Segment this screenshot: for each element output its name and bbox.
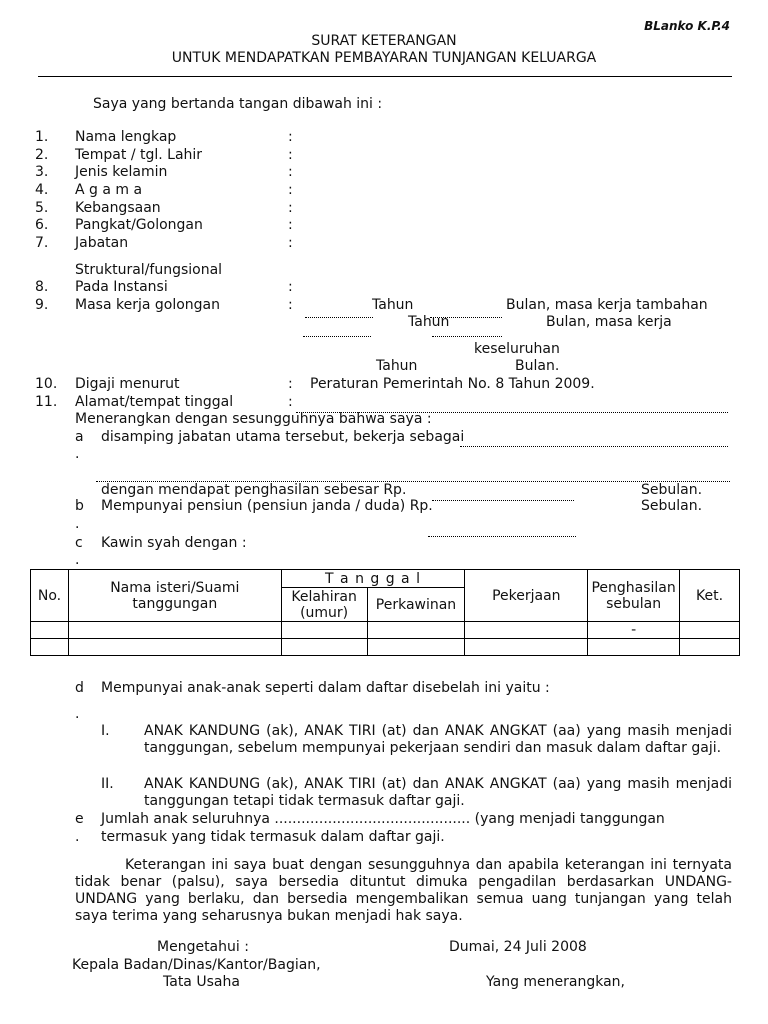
tahun-label: Tahun xyxy=(408,314,450,330)
item-b-text: Mempunyai pensiun (pensiun janda / duda) Rp. xyxy=(101,498,433,514)
bulan-label: Bulan. xyxy=(515,358,560,374)
table-row xyxy=(31,622,740,639)
item-letter: b xyxy=(75,498,84,514)
field-colon: : xyxy=(288,182,293,198)
field-colon: : xyxy=(288,129,293,145)
intro-text: Saya yang bertanda tangan dibawah ini : xyxy=(93,96,383,112)
field-number: 9. xyxy=(35,297,49,313)
table-row xyxy=(31,639,740,656)
list-number: II. xyxy=(101,776,114,792)
field-number: 2. xyxy=(35,147,49,163)
col-no: No. xyxy=(31,570,69,622)
col-perkawinan: Perkawinan xyxy=(367,588,465,622)
field-label: Jenis kelamin xyxy=(75,164,168,180)
field-number: 7. xyxy=(35,235,49,251)
bulan-label: Bulan, masa kerja xyxy=(546,314,672,330)
field-colon: : xyxy=(288,200,293,216)
sebulan-text: Sebulan. xyxy=(641,498,703,514)
item-e-text-2: termasuk yang tidak termasuk dalam daftar gaji. xyxy=(101,829,445,845)
tahun-label: Tahun xyxy=(372,297,414,313)
item-e-text: Jumlah anak seluruhnya ............................................ (yang menjadi tanggungan xyxy=(101,811,665,827)
fill-line xyxy=(432,336,502,337)
field-number: 6. xyxy=(35,217,49,233)
field-colon: : xyxy=(288,279,293,295)
penghasilan-text: dengan mendapat penghasilan sebesar Rp. xyxy=(101,482,407,498)
item-d-text: Mempunyai anak-anak seperti dalam daftar disebelah ini yaitu : xyxy=(101,680,550,696)
yang-menerangkan-label: Yang menerangkan, xyxy=(486,974,626,990)
closing-paragraph: Keterangan ini saya buat dengan sesungguhnya dan apabila keterangan ini ternyata tidak benar (palsu), saya bersedia dituntut dimuka pengadilan berdasarkan UNDANG-UNDANG yang berlaku, dan bersedia mengembalikan semua uang tunjangan yang telah saya terima yang seharusnya bukan menjadi hak saya. xyxy=(75,857,732,924)
col-nama: Nama isteri/Suami tanggungan xyxy=(68,570,281,622)
list-number: I. xyxy=(101,723,110,739)
field-number: 1. xyxy=(35,129,49,145)
title-divider xyxy=(38,76,732,77)
item-dot: . xyxy=(75,552,80,568)
col-penghasilan: Penghasilan sebulan xyxy=(588,570,680,622)
item-dot: . xyxy=(75,516,80,532)
field-label-instansi: Pada Instansi xyxy=(75,279,168,295)
tahun-label: Tahun xyxy=(376,358,418,374)
item-dot: . xyxy=(75,706,80,722)
spouse-table xyxy=(30,569,740,656)
field-number: 11. xyxy=(35,394,58,410)
fill-line xyxy=(428,536,576,537)
list-item-i: ANAK KANDUNG (ak), ANAK TIRI (at) dan ANAK ANGKAT (aa) yang masih menjadi tanggungan, sebelum mempunyai pekerjaan sendiri dan masuk dalam daftar gaji. xyxy=(144,723,732,756)
field-label: Tempat / tgl. Lahir xyxy=(75,147,203,163)
field-number: 4. xyxy=(35,182,49,198)
field-colon: : xyxy=(288,235,293,251)
field-number: 10. xyxy=(35,376,58,392)
item-letter: e xyxy=(75,811,84,827)
field-colon: : xyxy=(288,376,293,392)
field-label: A g a m a xyxy=(75,182,143,198)
kepala-label: Kepala Badan/Dinas/Kantor/Bagian, xyxy=(72,957,321,973)
document-title: SURAT KETERANGAN xyxy=(311,33,457,49)
col-pekerjaan: Pekerjaan xyxy=(465,570,588,622)
item-a-text: disamping jabatan utama tersebut, bekerja sebagai xyxy=(101,429,465,445)
field-label: Jabatan xyxy=(75,235,129,251)
item-letter: c xyxy=(75,535,83,551)
field-colon: : xyxy=(288,147,293,163)
field-label-masa-kerja: Masa kerja golongan xyxy=(75,297,220,313)
field-colon: : xyxy=(288,217,293,233)
item-c-text: Kawin syah dengan : xyxy=(101,535,247,551)
place-date: Dumai, 24 Juli 2008 xyxy=(449,939,587,955)
field-colon: : xyxy=(288,394,293,410)
field-number: 5. xyxy=(35,200,49,216)
digaji-value: Peraturan Pemerintah No. 8 Tahun 2009. xyxy=(310,376,595,392)
document-subtitle: UNTUK MENDAPATKAN PEMBAYARAN TUNJANGAN KELUARGA xyxy=(171,50,597,66)
col-tanggal: T a n g g a l xyxy=(281,570,465,588)
struktural-label: Struktural/fungsional xyxy=(75,262,223,278)
item-dot: . xyxy=(75,829,80,845)
field-label: Kebangsaan xyxy=(75,200,161,216)
list-item-ii: ANAK KANDUNG (ak), ANAK TIRI (at) dan ANAK ANGKAT (aa) yang masih menjadi tanggungan tetapi tidak termasuk daftar gaji. xyxy=(144,776,732,809)
keseluruhan-label: keseluruhan xyxy=(474,341,560,357)
mengetahui-label: Mengetahui : xyxy=(157,939,249,955)
col-kelahiran: Kelahiran (umur) xyxy=(281,588,367,622)
field-label: Nama lengkap xyxy=(75,129,177,145)
field-colon: : xyxy=(288,164,293,180)
item-dot: . xyxy=(75,446,80,462)
bulan-label: Bulan, masa kerja tambahan xyxy=(506,297,708,313)
fill-line xyxy=(460,446,728,447)
field-number: 8. xyxy=(35,279,49,295)
item-letter: d xyxy=(75,680,84,696)
fill-line xyxy=(303,336,371,337)
sebulan-text: Sebulan. xyxy=(641,482,703,498)
item-letter: a xyxy=(75,429,84,445)
tata-usaha-label: Tata Usaha xyxy=(163,974,240,990)
fill-line xyxy=(432,500,574,501)
field-label: Pangkat/Golongan xyxy=(75,217,203,233)
field-number: 3. xyxy=(35,164,49,180)
field-colon: : xyxy=(288,297,293,313)
col-ket: Ket. xyxy=(680,570,740,622)
menerangkan-text: Menerangkan dengan sesungguhnya bahwa saya : xyxy=(75,411,432,427)
form-code: BLanko K.P.4 xyxy=(644,19,730,33)
field-label-alamat: Alamat/tempat tinggal xyxy=(75,394,234,410)
field-label-digaji: Digaji menurut xyxy=(75,376,180,392)
fill-line xyxy=(305,317,373,318)
table-cell: - xyxy=(588,622,680,639)
